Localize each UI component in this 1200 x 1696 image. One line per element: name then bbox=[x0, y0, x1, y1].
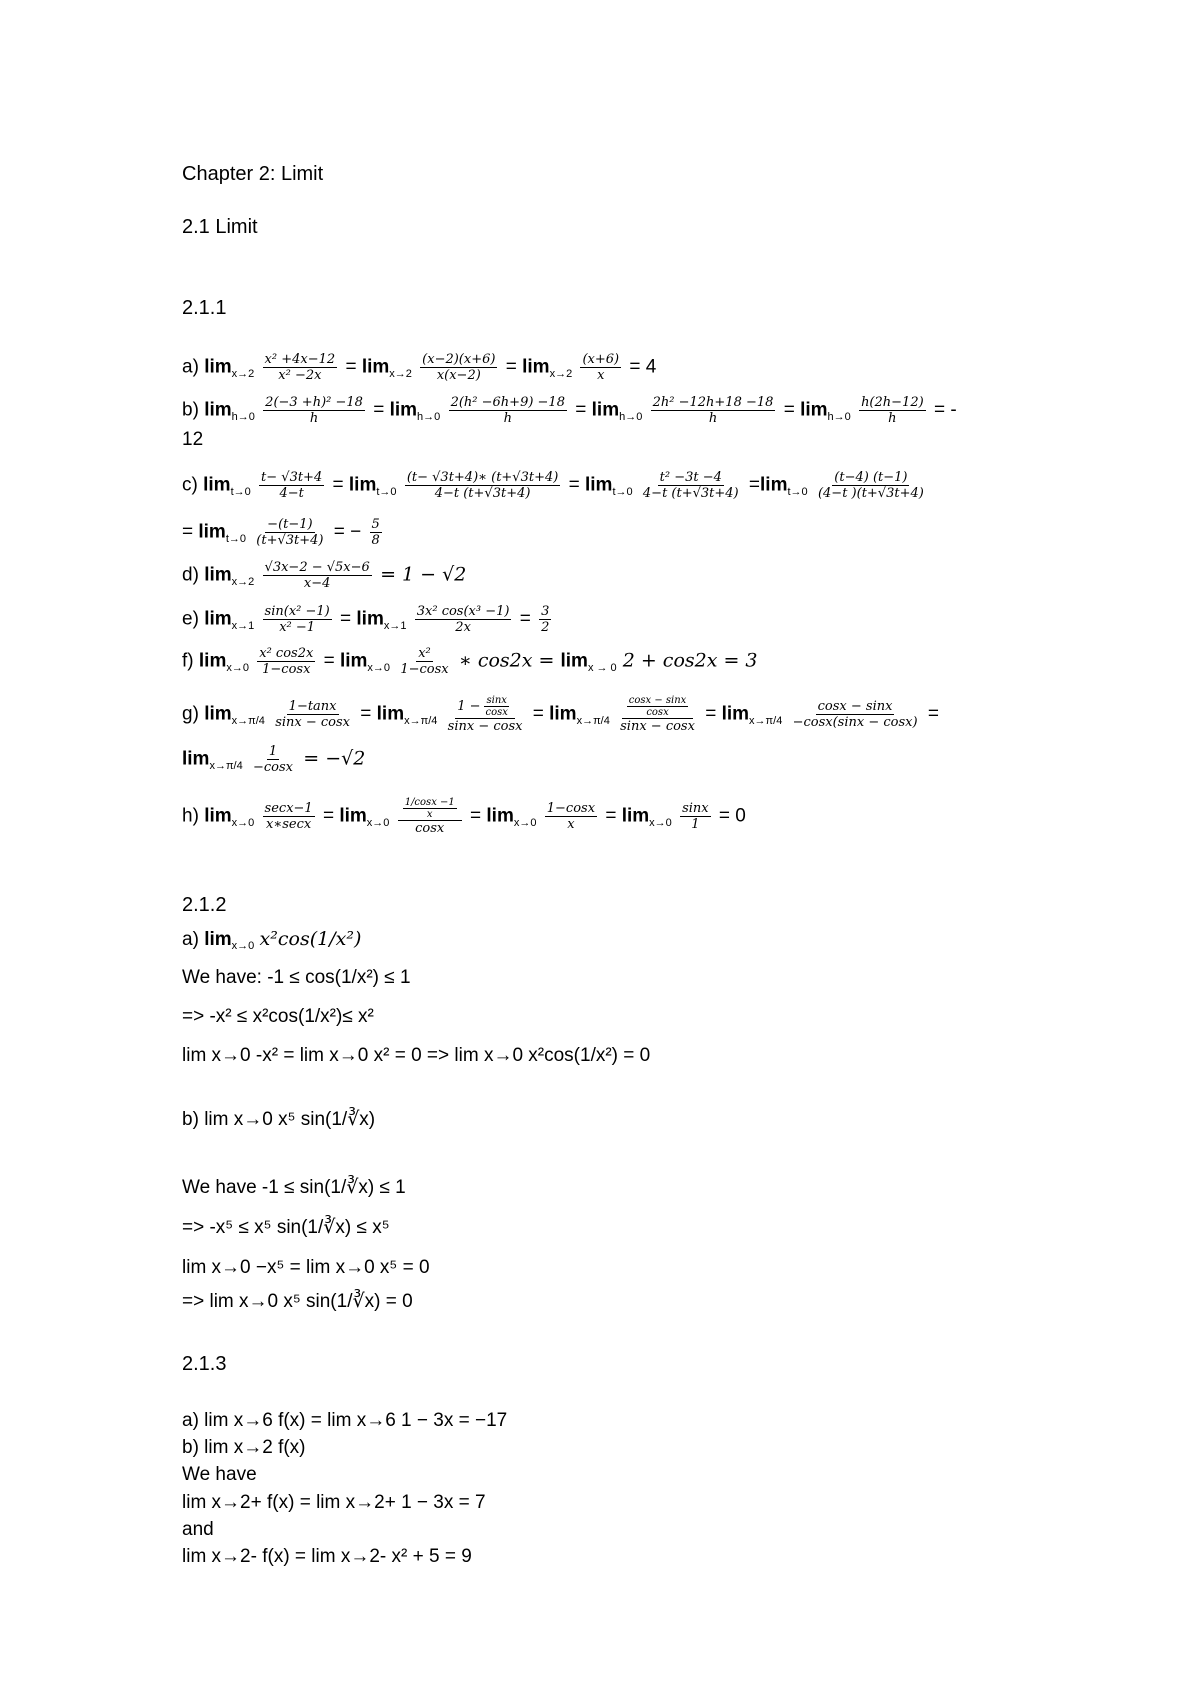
fraction: $\frac{√3x-2 - √5x-6}{x-4}$ bbox=[264, 560, 370, 591]
statement-left-limit: lim x→2- f(x) = lim x→2- x² + 5 = 9 bbox=[182, 1546, 472, 1567]
fraction: $\frac{\text{t² −3t −4}}{4-t (t+√3t+4)}$ bbox=[642, 470, 739, 501]
fraction: $\frac{\text{2(−3 +h)² −18}}{h}$ bbox=[265, 395, 363, 426]
exercise-2-1-3-a: a) lim x→6 f(x) = lim x→6 1 − 3x = −17 bbox=[182, 1410, 508, 1431]
exercise-d: d) $\lim_{x\to 2}$ $\frac{√3x-2 - √5x-6}{x-4}$ = 1 − √2 bbox=[182, 560, 467, 591]
fraction: $\frac{\text{x² cos2x}}{1-\cos x}$ bbox=[259, 646, 314, 677]
fraction: $\frac{-(t-1)}{(t+√3t+4)}$ bbox=[256, 517, 324, 548]
exercise-h: h) $\lim_{x\to 0}$ $\frac{\sec x-1}{x∗\sec x}$ = $\lim_{x\to 0}$ $\frac{\frac{1/\cos x -1}{x}}{\cos x}$ = $\lim_{x\to 0}$ $\frac{1-\cos x}{x}$ = $\lim_{x\to 0}$ $\frac{\sin x}{1}$ = 0 bbox=[182, 797, 746, 836]
exercise-a: a) $\lim_{x\to 2}$ $\frac{\text{x² +4x−12}}{\text{x² −2x}}$ = $\lim_{x\to 2}$ $\frac{(x-2)(x+6)}{x(x-2)}$ = $\lim_{x\to 2}$ $\frac{(x+6)}{x}$ = 4 bbox=[182, 352, 657, 383]
exercise-2-1-3-b: b) lim x→2 f(x) bbox=[182, 1437, 306, 1458]
fraction: $\frac{\text{2(h² −6h+9) −18}}{h}$ bbox=[450, 395, 565, 426]
fraction: $\frac{\text{x²}}{1-\cos x}$ bbox=[400, 646, 449, 677]
fraction: $\frac{1-\cos x}{x}$ bbox=[546, 801, 596, 832]
fraction: $\frac{3}{2}$ bbox=[541, 604, 550, 635]
fraction: $\frac{(x+6)}{x}$ bbox=[582, 352, 620, 383]
statement-limit: lim x→0 -x² = lim x→0 x² = 0 => lim x→0 x²cos(1/x²) = 0 bbox=[182, 1045, 651, 1066]
exercise-b-continued: 12 bbox=[182, 429, 204, 450]
exercise-f: f) $\lim_{x\to 0}$ $\frac{\text{x² cos2x}}{1-\cos x}$ = $\lim_{x\to 0}$ $\frac{\text{x²}}{1-\cos x}$ ∗ $\cos 2x = \lim_{x \to 0} 2 + \cos 2x = 3$ bbox=[182, 646, 758, 677]
statement-conclusion-b: => lim x→0 x⁵ sin(1/∛x) = 0 bbox=[182, 1291, 413, 1312]
statement-implication-b: => -x⁵ ≤ x⁵ sin(1/∛x) ≤ x⁵ bbox=[182, 1217, 390, 1238]
subsection-heading-2-1-1: 2.1.1 bbox=[182, 297, 227, 319]
subsection-heading-2-1-3: 2.1.3 bbox=[182, 1353, 227, 1375]
exercise-e: e) $\lim_{x\to 1}$ $\frac{\text{sin(x² −1)}}{\text{x² −1}}$ = $\lim_{x\to 1}$ $\frac{\text{3x² cos(x³ −1)}}{2x}$ = $\frac{3}{2}$ bbox=[182, 604, 550, 635]
exercise-2-1-2-b: b) lim x→0 x⁵ sin(1/∛x) bbox=[182, 1109, 376, 1130]
fraction: $\frac{\sin x}{1}$ bbox=[682, 801, 709, 832]
statement-bound: We have: -1 ≤ cos(1/x²) ≤ 1 bbox=[182, 967, 411, 988]
fraction: $\frac{5}{8}$ bbox=[371, 517, 380, 548]
fraction: $\frac{h(2h-12)}{h}$ bbox=[861, 395, 924, 426]
fraction: $\frac{\text{sin(x² −1)}}{\text{x² −1}}$ bbox=[264, 604, 330, 635]
fraction: $\frac{\text{x² +4x−12}}{\text{x² −2x}}$ bbox=[264, 352, 336, 383]
fraction: $\frac{(x-2)(x+6)}{x(x-2)}$ bbox=[422, 352, 496, 383]
fraction: $\frac{(t- √3t+4)∗ (t+√3t+4)}{4-t (t+√3t+4)}$ bbox=[406, 470, 559, 501]
section-heading: 2.1 Limit bbox=[182, 216, 258, 238]
statement-right-limit: lim x→2+ f(x) = lim x→2+ 1 − 3x = 7 bbox=[182, 1492, 486, 1513]
fraction: $\frac{\cos x - \sin x}{-\cos x(\sin x - \cos x)}$ bbox=[792, 699, 918, 730]
statement-implication: => -x² ≤ x²cos(1/x²)≤ x² bbox=[182, 1006, 374, 1027]
statement-bound-b: We have -1 ≤ sin(1/∛x) ≤ 1 bbox=[182, 1177, 406, 1198]
exercise-g-continued: $\lim_{x\to\pi/4}$ $\frac{1}{-\cos x}$ = −√2 bbox=[182, 744, 366, 775]
fraction: $\frac{\text{2h² −12h+18 −18}}{h}$ bbox=[652, 395, 774, 426]
fraction: $\frac{\text{3x² cos(x³ −1)}}{2x}$ bbox=[416, 604, 510, 635]
exercise-g: g) $\lim_{x\to\pi/4}$ $\frac{1-\tan x}{\sin x - \cos x}$ = $\lim_{x\to\pi/4}$ 1 − $\frac{\sin x}{\cos x}$ sinx − cosx = $\lim_{x\to\pi/4}$ $\frac{\frac{\cos x - \sin x}{\cos x}}{\sin x - \cos x}$ = $\lim_{x\to\pi/4}$ $\frac{\cos x - \sin x}{-\cos x(\sin x - \cos x)}$ = bbox=[182, 695, 939, 734]
fraction: $\frac{\frac{1/\cos x -1}{x}}{\cos x}$ bbox=[398, 797, 462, 836]
fraction: $\frac{\sec x-1}{x∗\sec x}$ bbox=[264, 801, 313, 832]
fraction: $\frac{1}{-\cos x}$ bbox=[253, 744, 294, 775]
fraction: $\frac{\frac{\cos x - \sin x}{\cos x}}{\sin x - \cos x}$ bbox=[620, 695, 695, 734]
subsection-heading-2-1-2: 2.1.2 bbox=[182, 894, 227, 916]
fraction: $\frac{t- √3t+4}{4-t}$ bbox=[261, 470, 323, 501]
fraction: $\frac{1-\tan x}{\sin x - \cos x}$ bbox=[275, 699, 350, 730]
fraction: 1 − $\frac{\sin x}{\cos x}$ sinx − cosx bbox=[447, 695, 523, 734]
statement-and: and bbox=[182, 1519, 214, 1540]
exercise-c-continued: = $\lim_{t\to 0}$ $\frac{-(t-1)}{(t+√3t+4)}$ = − $\frac{5}{8}$ bbox=[182, 517, 380, 548]
fraction: $\frac{(t-4) (t-1)}{(4-t )(t+√3t+4)}$ bbox=[817, 470, 924, 501]
chapter-title: Chapter 2: Limit bbox=[182, 163, 324, 185]
exercise-2-1-2-a: a) $\lim_{x\to 0} x^2\cos(1/x^2)$ bbox=[182, 928, 362, 952]
exercise-b: b) $\lim_{h\to 0}$ $\frac{\text{2(−3 +h)² −18}}{h}$ = $\lim_{h\to 0}$ $\frac{\text{2(h² −6h+9) −18}}{h}$ = $\lim_{h\to 0}$ $\frac{\text{2h² −12h+18 −18}}{h}$ = $\lim_{h\to 0}$ $\frac{h(2h-12)}{h}$ = - bbox=[182, 395, 957, 426]
exercise-c: c) $\lim_{t\to 0}$ $\frac{t- √3t+4}{4-t}$ = $\lim_{t\to 0}$ $\frac{(t- √3t+4)∗ (t+√3t+4)}{4-t (t+√3t+4)}$ = $\lim_{t\to 0}$ $\frac{\text{t² −3t −4}}{4-t (t+√3t+4)}$ $=\lim_{t\to 0}$ $\frac{(t-4) (t-1)}{(4-t )(t+√3t+4)}$ bbox=[182, 470, 924, 501]
statement-limit-b: lim x→0 −x⁵ = lim x→0 x⁵ = 0 bbox=[182, 1257, 430, 1278]
statement-we-have: We have bbox=[182, 1464, 257, 1485]
